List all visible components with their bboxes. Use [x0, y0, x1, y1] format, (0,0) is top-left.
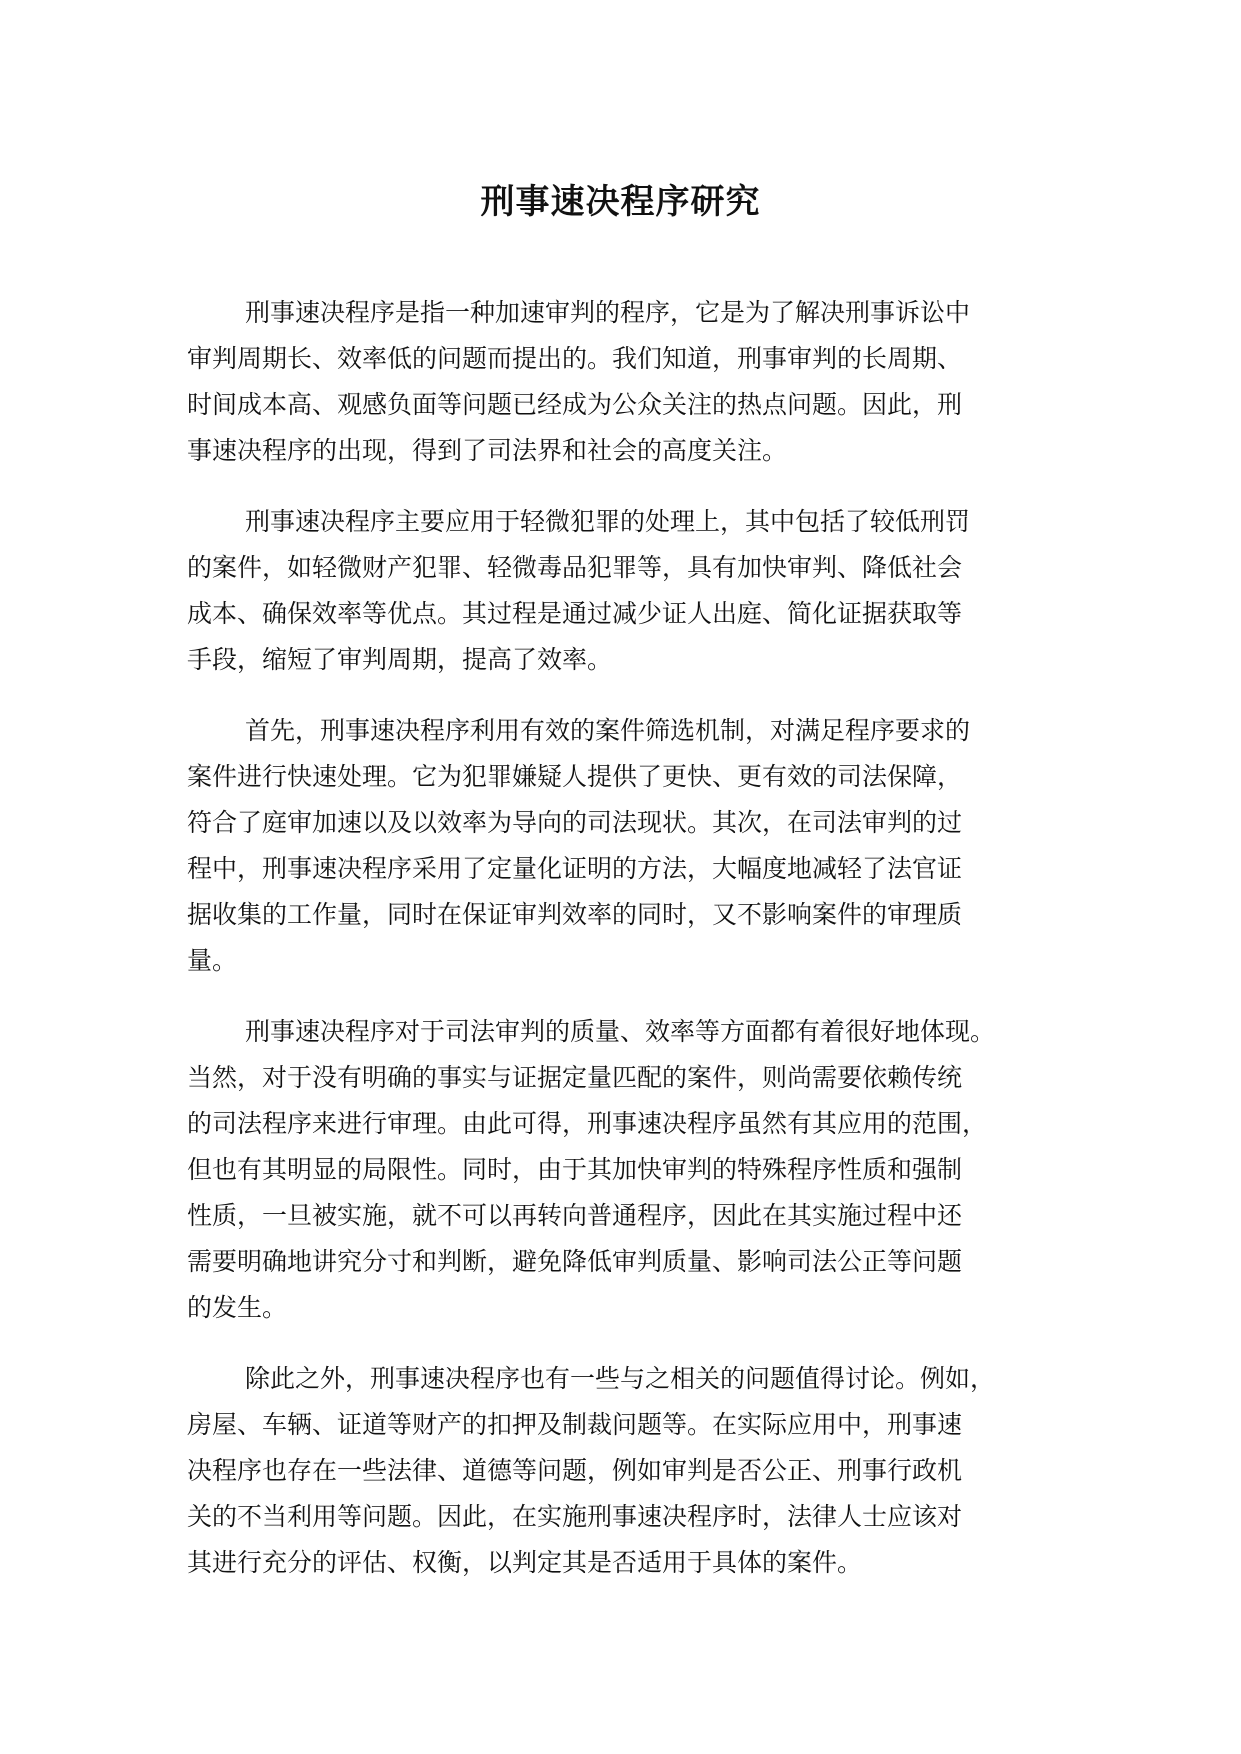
text-line: 符合了庭审加速以及以效率为导向的司法现状。其次，在司法审判的过	[187, 808, 963, 837]
paragraph-1	[187, 290, 1092, 474]
text-line: 时间成本高、观感负面等问题已经成为公众关注的热点问题。因此，刑	[187, 390, 963, 419]
paragraph-2	[187, 499, 1092, 683]
text-line: 审判周期长、效率低的问题而提出的。我们知道，刑事审判的长周期、	[187, 344, 963, 373]
text-line: 需要明确地讲究分寸和判断，避免降低审判质量、影响司法公正等问题	[187, 1247, 963, 1276]
document-body	[187, 290, 1092, 1611]
text-line: 刑事速决程序是指一种加速审判的程序，它是为了解决刑事诉讼中	[245, 298, 971, 327]
text-line: 除此之外，刑事速决程序也有一些与之相关的问题值得讨论。例如，	[245, 1364, 996, 1393]
text-line: 刑事速决程序主要应用于轻微犯罪的处理上，其中包括了较低刑罚	[245, 507, 971, 536]
document-title: 刑事速决程序研究	[480, 182, 761, 222]
text-line: 其进行充分的评估、权衡，以判定其是否适用于具体的案件。	[187, 1548, 863, 1577]
paragraph-5	[187, 1356, 1092, 1586]
text-line: 房屋、车辆、证道等财产的扣押及制裁问题等。在实际应用中，刑事速	[187, 1410, 963, 1439]
text-line: 首先，刑事速决程序利用有效的案件筛选机制，对满足程序要求的	[245, 716, 971, 745]
text-line: 成本、确保效率等优点。其过程是通过减少证人出庭、简化证据获取等	[187, 599, 963, 628]
text-line: 决程序也存在一些法律、道德等问题，例如审判是否公正、刑事行政机	[187, 1456, 963, 1485]
text-line: 但也有其明显的局限性。同时，由于其加快审判的特殊程序性质和强制	[187, 1155, 963, 1184]
paragraph-3	[187, 708, 1092, 984]
text-line: 刑事速决程序对于司法审判的质量、效率等方面都有着很好地体现。	[245, 1017, 996, 1046]
text-line: 的发生。	[187, 1293, 288, 1322]
text-line: 量。	[187, 946, 238, 975]
text-line: 事速决程序的出现，得到了司法界和社会的高度关注。	[187, 436, 788, 465]
text-line: 的司法程序来进行审理。由此可得，刑事速决程序虽然有其应用的范围，	[187, 1109, 988, 1138]
text-line: 关的不当利用等问题。因此，在实施刑事速决程序时，法律人士应该对	[187, 1502, 963, 1531]
text-line: 手段，缩短了审判周期，提高了效率。	[187, 645, 613, 674]
text-line: 据收集的工作量，同时在保证审判效率的同时，又不影响案件的审理质	[187, 900, 963, 929]
paragraph-4	[187, 1009, 1092, 1331]
text-line: 程中，刑事速决程序采用了定量化证明的方法，大幅度地减轻了法官证	[187, 854, 963, 883]
text-line: 当然，对于没有明确的事实与证据定量匹配的案件，则尚需要依赖传统	[187, 1063, 963, 1092]
text-line: 性质，一旦被实施，就不可以再转向普通程序，因此在其实施过程中还	[187, 1201, 963, 1230]
text-line: 案件进行快速处理。它为犯罪嫌疑人提供了更快、更有效的司法保障，	[187, 762, 963, 791]
text-line: 的案件，如轻微财产犯罪、轻微毒品犯罪等，具有加快审判、降低社会	[187, 553, 963, 582]
